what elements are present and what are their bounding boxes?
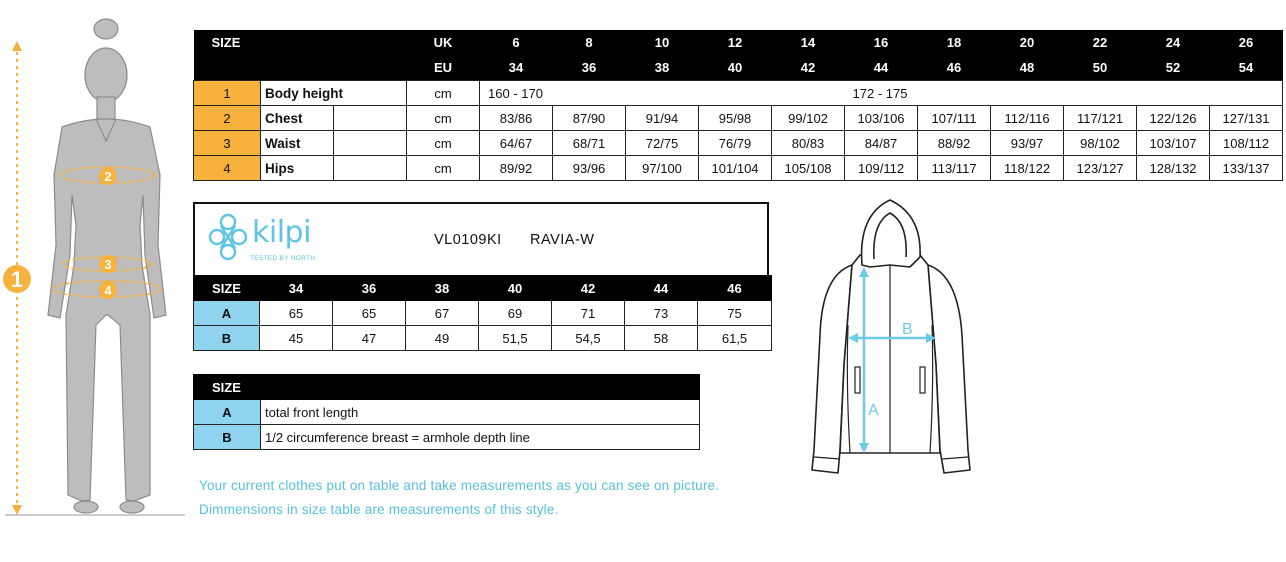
cell-value: 67 [406,301,479,326]
cell-value: 84/87 [845,131,918,156]
cell-value: 128/132 [1137,156,1210,181]
row-number: 4 [194,156,261,181]
cell-value: 91/94 [626,106,699,131]
row-unit: cm [407,106,480,131]
uk-size: 20 [991,30,1064,55]
style-size-header-row [194,276,772,301]
size-col: 38 [406,276,479,301]
uk-size: 18 [918,30,991,55]
eu-label: EU [407,55,480,81]
measurement-marker-3 [99,255,117,273]
cell-value: 122/126 [1137,106,1210,131]
cell-value: 47 [333,326,406,351]
eu-size: 36 [553,55,626,81]
cell-value: 80/83 [772,131,845,156]
cell-value: 45 [260,326,333,351]
uk-size: 26 [1210,30,1283,55]
uk-size: 12 [699,30,772,55]
cell-value: 95/98 [699,106,772,131]
note-style-dimensions: Dimmensions in size table are measurements of this style. [199,502,559,517]
eu-size: 38 [626,55,699,81]
uk-label: UK [407,30,480,55]
cell-value: 75 [698,301,772,326]
uk-size: 16 [845,30,918,55]
row-label: B [194,326,260,351]
size-col: 44 [625,276,698,301]
measurement-marker-4 [99,281,117,299]
jacket-label-a: A [868,402,879,419]
cell-value: 172 - 175 [845,81,1283,106]
row-number: 1 [194,81,261,106]
cell-value: 51,5 [479,326,552,351]
svg-text:1: 1 [10,267,24,292]
row-label: Chest [261,106,334,131]
size-col: 40 [479,276,552,301]
size-header-label: SIZE [194,30,407,55]
measurement-marker-2 [99,167,117,185]
row-number: 3 [194,131,261,156]
cell-value: 117/121 [1064,106,1137,131]
cell-value: 64/67 [480,131,553,156]
eu-size: 50 [1064,55,1137,81]
uk-size: 8 [553,30,626,55]
cell-value: 97/100 [626,156,699,181]
row-label: A [194,301,260,326]
uk-size-header-row [194,30,1283,55]
uk-size: 10 [626,30,699,55]
uk-size: 6 [480,30,553,55]
cell-value: 61,5 [698,326,772,351]
eu-size-header-row [194,55,1283,81]
uk-size: 22 [1064,30,1137,55]
eu-size: 54 [1210,55,1283,81]
measurement-marker-1 [3,265,31,293]
row-description: 1/2 circumference breast = armhole depth line [261,425,700,450]
body-size-table [193,30,1283,181]
kilpi-knot-logo-icon [207,212,249,266]
note-measure-instruction: Your current clothes put on table and take measurements as you can see on picture. [199,478,720,493]
eu-size: 42 [772,55,845,81]
measurement-legend-table [193,374,700,450]
cell-value: 49 [406,326,479,351]
cell-value: 89/92 [480,156,553,181]
table-row-waist [194,131,1283,156]
row-label: B [194,425,261,450]
jacket-label-b: B [902,321,913,338]
legend-header-row [194,375,700,400]
style-size-table [193,275,772,351]
cell-value: 54,5 [552,326,625,351]
row-label: Waist [261,131,334,156]
product-model: RAVIA-W [530,232,595,248]
row-label: Body height [261,81,407,106]
cell-value: 65 [333,301,406,326]
svg-text:4: 4 [104,283,112,298]
cell-value: 76/79 [699,131,772,156]
product-header-box [193,202,769,275]
eu-size: 34 [480,55,553,81]
row-number: 2 [194,106,261,131]
table-row-legend-a [194,400,700,425]
row-description: total front length [261,400,700,425]
row-label: A [194,400,261,425]
cell-value: 112/116 [991,106,1064,131]
size-col: 42 [552,276,625,301]
cell-value: 88/92 [918,131,991,156]
size-header-label: SIZE [194,276,260,301]
cell-value: 93/96 [553,156,626,181]
eu-size: 44 [845,55,918,81]
svg-text:2: 2 [104,169,112,184]
cell-value: 98/102 [1064,131,1137,156]
cell-value: 107/111 [918,106,991,131]
cell-value: 127/131 [1210,106,1283,131]
cell-value: 101/104 [699,156,772,181]
brand-tagline: TESTED BY NORTH [250,255,316,262]
table-row-legend-b [194,425,700,450]
cell-value: 69 [479,301,552,326]
jacket-diagram [800,195,980,477]
cell-value: 99/102 [772,106,845,131]
cell-value: 93/97 [991,131,1064,156]
cell-value: 72/75 [626,131,699,156]
cell-value: 105/108 [772,156,845,181]
cell-value: 87/90 [553,106,626,131]
table-row-b [194,326,772,351]
eu-size: 48 [991,55,1064,81]
cell-value: 160 - 170 [480,81,845,106]
table-row-hips [194,156,1283,181]
uk-size: 24 [1137,30,1210,55]
body-measurement-figure [0,15,190,520]
table-row-body-height [194,81,1283,106]
row-unit: cm [407,156,480,181]
cell-value: 113/117 [918,156,991,181]
size-col: 34 [260,276,333,301]
eu-size: 52 [1137,55,1210,81]
cell-value: 71 [552,301,625,326]
cell-value: 83/86 [480,106,553,131]
cell-value: 68/71 [553,131,626,156]
row-unit: cm [407,81,480,106]
cell-value: 65 [260,301,333,326]
product-code: VL0109KI [434,232,502,248]
brand-name: kilpi [252,215,311,250]
size-col: 46 [698,276,772,301]
table-row-a [194,301,772,326]
row-label: Hips [261,156,334,181]
eu-size: 46 [918,55,991,81]
size-col: 36 [333,276,406,301]
cell-value: 103/106 [845,106,918,131]
cell-value: 103/107 [1137,131,1210,156]
eu-size: 40 [699,55,772,81]
svg-text:3: 3 [104,257,112,272]
cell-value: 58 [625,326,698,351]
row-unit: cm [407,131,480,156]
cell-value: 108/112 [1210,131,1283,156]
uk-size: 14 [772,30,845,55]
table-row-chest [194,106,1283,131]
size-header-label: SIZE [194,375,700,400]
cell-value: 118/122 [991,156,1064,181]
cell-value: 73 [625,301,698,326]
cell-value: 133/137 [1210,156,1283,181]
cell-value: 123/127 [1064,156,1137,181]
cell-value: 109/112 [845,156,918,181]
